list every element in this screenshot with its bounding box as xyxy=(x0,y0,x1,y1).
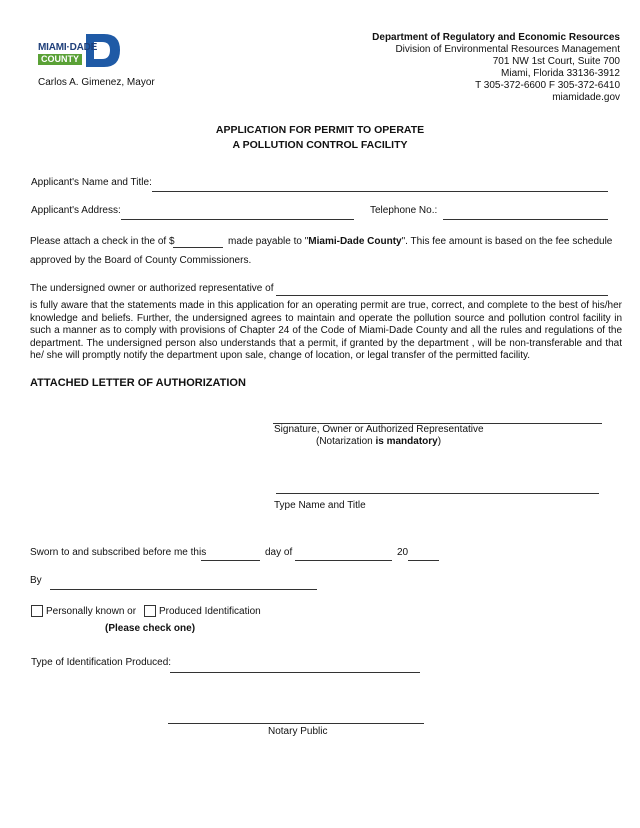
telephone-field[interactable] xyxy=(443,219,608,220)
type-name-label: Type Name and Title xyxy=(274,500,366,511)
department-name: Department of Regulatory and Economic Resources xyxy=(372,32,620,43)
check-one-note: (Please check one) xyxy=(105,623,196,634)
personally-known-label: Personally known or xyxy=(46,606,137,617)
produced-identification-checkbox[interactable] xyxy=(144,605,156,617)
division-name: Division of Environmental Resources Management xyxy=(395,44,620,55)
applicant-address-field[interactable] xyxy=(121,219,354,220)
by-label: By xyxy=(30,575,42,586)
address-line-1: 701 NW 1st Court, Suite 700 xyxy=(492,56,620,67)
logo-county: COUNTY xyxy=(38,54,82,65)
type-name-field[interactable] xyxy=(276,493,599,494)
identification-type-label: Type of Identification Produced: xyxy=(31,657,172,668)
phone-fax: T 305-372-6600 F 305-372-6410 xyxy=(475,80,620,91)
sworn-day-field[interactable] xyxy=(201,560,260,561)
undersigned-label: The undersigned owner or authorized representative of xyxy=(30,283,274,294)
notarization-mandatory: is mandatory xyxy=(375,436,438,447)
form-title-line-2: A POLLUTION CONTROL FACILITY xyxy=(232,139,408,151)
fee-instruction-payable xyxy=(228,235,612,248)
year-prefix: 20 xyxy=(397,547,409,558)
by-field[interactable] xyxy=(50,589,317,590)
fee-instruction-line-2: approved by the Board of County Commissioners. xyxy=(30,255,252,266)
produced-identification-label: Produced Identification xyxy=(159,606,261,617)
form-title-line-1: APPLICATION FOR PERMIT TO OPERATE xyxy=(215,124,425,136)
authorization-heading: ATTACHED LETTER OF AUTHORIZATION xyxy=(30,377,246,389)
county-logo xyxy=(38,30,128,72)
telephone-label: Telephone No.: xyxy=(370,205,438,216)
facility-name-field[interactable] xyxy=(276,295,608,296)
address-line-2: Miami, Florida 33136-3912 xyxy=(501,68,620,79)
sworn-year-field[interactable] xyxy=(408,560,439,561)
notarization-suffix: ) xyxy=(437,436,442,447)
applicant-address-label: Applicant's Address: xyxy=(31,205,121,216)
fee-after-text: ". This fee amount is based on the fee schedule xyxy=(401,236,613,247)
certification-statement: is fully aware that the statements made in this application for an operating permit are true, correct, and complete to the best of his/her knowledge and beliefs. Further, the undersigned agrees to maintain and operate the pollution source and pollution control facility in such a manner as to comply with provisions of Chapter 24 of the Code of Miami-Dade County and all the rules and regulations of the department. The undersigned person also understands that a permit, if granted by the department , will be non-transferable and that he/ she will promptly notify the department upon sale, change of location, or legal transfer of the permitted facility. xyxy=(30,300,622,362)
identification-type-field[interactable] xyxy=(170,672,420,673)
website: miamidade.gov xyxy=(552,92,620,103)
applicant-name-label: Applicant's Name and Title: xyxy=(31,177,152,188)
notarization-note xyxy=(316,435,441,448)
sworn-label: Sworn to and subscribed before me this xyxy=(30,547,207,558)
day-of-label: day of xyxy=(265,547,293,558)
fee-payable-text: made payable to " xyxy=(228,236,309,247)
fee-instruction-start: Please attach a check in the of $ xyxy=(30,236,175,247)
mayor-name: Carlos A. Gimenez, Mayor xyxy=(38,77,155,88)
notarization-prefix: (Notarization xyxy=(316,436,376,447)
signature-label: Signature, Owner or Authorized Representative xyxy=(274,424,484,435)
fee-payee: Miami-Dade County xyxy=(308,236,402,247)
logo-miami-dade: MIAMI·DADE xyxy=(38,42,98,53)
notary-public-label: Notary Public xyxy=(268,726,328,737)
applicant-name-field[interactable] xyxy=(152,191,608,192)
notary-signature-field[interactable] xyxy=(168,723,424,724)
sworn-month-field[interactable] xyxy=(295,560,392,561)
personally-known-checkbox[interactable] xyxy=(31,605,43,617)
fee-amount-field[interactable] xyxy=(173,247,223,248)
